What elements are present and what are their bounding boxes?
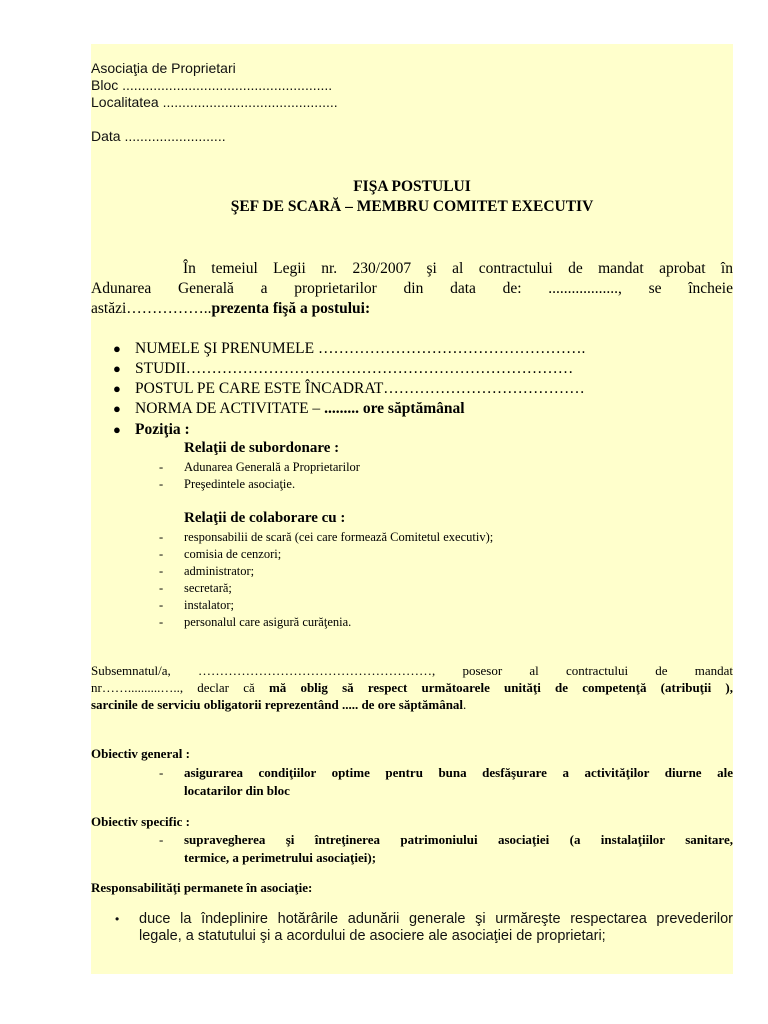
document-title: FIŞA POSTULUI [353,178,471,195]
list-item: - secretară; [159,581,232,595]
list-item: - responsabilii de scară (cei care formează Comitetul executiv); [159,530,494,544]
field-studies: ● STUDII………………………………………………………………… [113,360,574,377]
subordonare-heading: Relaţii de subordonare : [184,440,340,456]
list-item: - Preşedintele asociaţie. [159,477,296,491]
bloc-field: Bloc ...................................................... [91,77,333,93]
bullet-icon: ● [113,401,121,416]
objective-general-text: - asigurarea condiţiilor optime pentru buna desfăşurare a activităţilor diurne ale locatarilor din bloc [159,765,733,798]
responsibilities-label: Responsabilităţi permanete în asociaţie: [91,880,313,895]
field-name: ● NUMELE ŞI PRENUMELE ……………………………………………. [113,340,586,357]
date-field: Data .......................... [91,128,226,144]
bullet-icon: ● [113,381,121,396]
bullet-icon: ● [113,361,121,376]
field-position: ● POSTUL PE CARE ESTE ÎNCADRAT………………………………… [113,380,585,397]
association-name: Asociaţia de Proprietari [91,60,236,76]
objective-general-label: Obiectiv general : [91,746,190,761]
intro-paragraph [91,259,733,319]
responsibility-item: • duce la îndeplinire hotărârile adunării generale şi urmăreşte respectarea prevederilor legale, a statutului şi a acordului de asociere ale asociaţiei de proprietari; [115,911,733,944]
intro-line-2: Adunarea Generală a proprietarilor din data de: .................., se încheie [91,280,733,297]
document-subtitle: ŞEF DE SCARĂ – MEMBRU COMITET EXECUTIV [230,198,594,215]
list-item: - personalul care asigură curăţenia. [159,615,352,629]
objective-specific-label: Obiectiv specific : [91,814,190,829]
field-pozitia: ● Poziţia : [113,421,190,438]
bullet-icon: ● [113,422,121,437]
list-item: - comisia de cenzori; [159,547,282,561]
bullet-icon: ● [113,341,121,356]
list-item: - instalator; [159,598,234,612]
document-page [91,44,733,974]
declaration-line-3: sarcinile de serviciu obligatorii reprezentând ..... de ore săptămânal. [91,697,467,712]
bullet-icon: • [115,912,120,926]
declaration-line-1: Subsemnatul/a, ………………………………………………, posesor al contractului de mandat [91,663,733,678]
declaration-paragraph [91,662,733,713]
list-item: - administrator; [159,564,255,578]
localitate-field: Localitatea ............................................. [91,94,338,110]
objective-specific-text: - supravegherea şi întreţinerea patrimoniului asociaţiei (a instalaţiilor sanitare, termice, a perimetrului asociaţiei); [159,832,733,865]
intro-line-3: astăzi……………..prezenta fişă a postului: [91,300,371,317]
intro-line-1: În temeiul Legii nr. 230/2007 şi al contractului de mandat aprobat în [183,260,733,277]
declaration-line-2: nr……..........….., declar că mă oblig să respect următoarele unităţi de competenţă (atribuţii ), [91,680,733,695]
list-item: - Adunarea Generală a Proprietarilor [159,460,360,474]
colaborare-heading: Relaţii de colaborare cu : [184,510,346,526]
field-norm: ● NORMA DE ACTIVITATE – ......... ore săptămânal [113,400,465,417]
